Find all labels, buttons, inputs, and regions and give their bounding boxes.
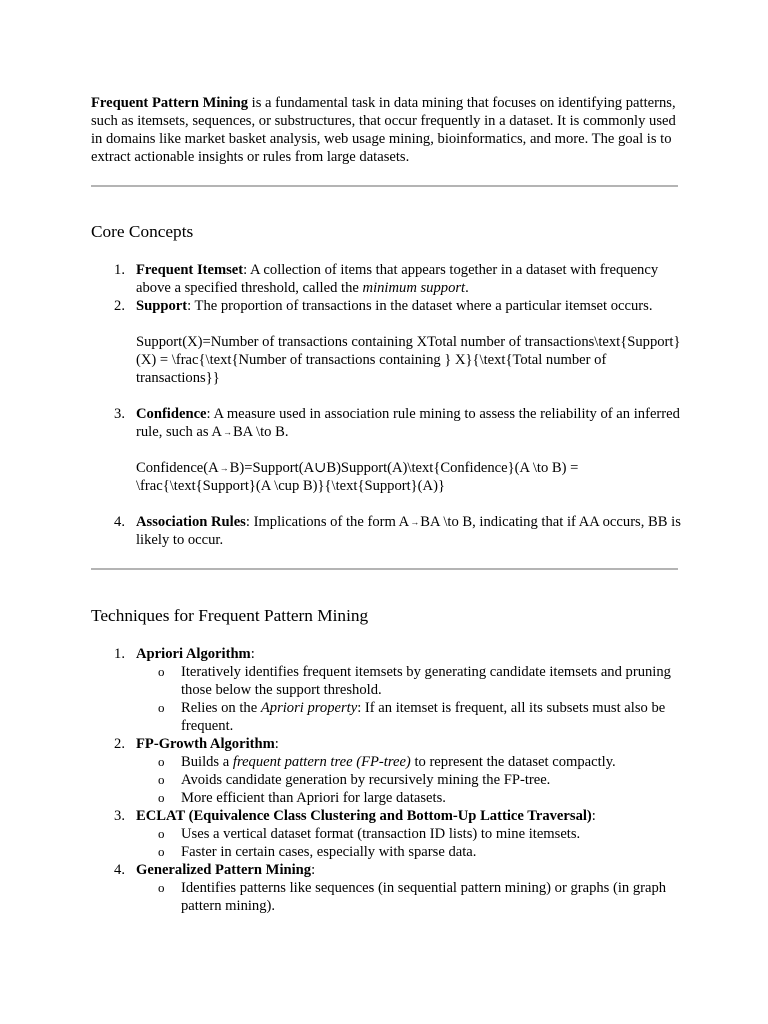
- formula-part: B)=Support(A∪B)Support(A)\text{Confidence}(A \to B) = \frac{\text{Support}(A \cup B)}{\text{Support}(A)}: [136, 460, 579, 494]
- sub-item-text: Faster in certain cases, especially with sparse data.: [181, 844, 477, 860]
- term: Frequent Itemset: [136, 262, 244, 278]
- section-heading-techniques: Techniques for Frequent Pattern Mining: [91, 606, 369, 625]
- colon: :: [250, 646, 255, 662]
- list-number: 2.: [114, 736, 125, 752]
- list-item: [91, 513, 681, 549]
- colon: :: [591, 808, 596, 824]
- sub-list-item: [136, 699, 681, 735]
- sub-item-text: Uses a vertical dataset format (transaction ID lists) to mine itemsets.: [181, 826, 581, 842]
- sub-list-item: [136, 825, 681, 843]
- sub-item-text: : If an itemset is frequent, all its subsets must also be frequent.: [181, 700, 666, 734]
- list-number: 1.: [114, 262, 125, 278]
- term: Association Rules: [136, 514, 246, 530]
- sub-list-item: [136, 789, 681, 807]
- arrow-icon: →: [410, 517, 420, 527]
- document-body: [91, 94, 681, 915]
- emphasis: minimum support: [362, 280, 466, 296]
- intro-paragraph: [91, 94, 681, 166]
- definition-tail: .: [465, 280, 469, 296]
- sub-list: [136, 879, 681, 915]
- sub-item-text: Relies on the: [181, 700, 261, 716]
- bullet-icon: o: [158, 880, 165, 895]
- list-item: [91, 735, 681, 807]
- definition: : Implications of the form A: [245, 514, 410, 530]
- term: Confidence: [136, 406, 207, 422]
- definition-cont: BA \to B.: [232, 424, 289, 440]
- emphasis: frequent pattern tree (FP-tree): [232, 754, 411, 770]
- sub-item-text: Avoids candidate generation by recursively mining the FP-tree.: [181, 772, 551, 788]
- bullet-icon: o: [158, 790, 165, 805]
- list-item: [91, 645, 681, 735]
- arrow-icon: →: [219, 463, 229, 473]
- sub-item-text: to represent the dataset compactly.: [410, 754, 616, 770]
- bullet-icon: o: [158, 826, 165, 841]
- definition-cont: BA \to B, indicating that if AA occurs, BB is likely to occur.: [136, 514, 681, 548]
- list-number: 3.: [114, 406, 125, 422]
- term: ECLAT (Equivalence Class Clustering and Bottom-Up Lattice Traversal): [136, 808, 592, 824]
- term: Generalized Pattern Mining: [136, 862, 312, 878]
- list-item: [91, 405, 681, 495]
- list-number: 3.: [114, 808, 125, 824]
- sub-list: [136, 663, 681, 735]
- list-item: [91, 861, 681, 915]
- list-number: 4.: [114, 862, 125, 878]
- intro-text: is a fundamental task in data mining that focuses on identifying patterns, such as itemsets, sequences, or substructures, that occur frequently in a dataset. It is commonly used in domains like market basket analysis, web usage mining, bioinformatics, and more. The goal is to extract actionable insights or rules from large datasets.: [91, 95, 676, 165]
- sub-list: [136, 825, 681, 861]
- support-formula: Support(X)=Number of transactions containing XTotal number of transactions\text{Support}(X) = \frac{\text{Number of transactions containing } X}{\text{Total number of transactions}}: [136, 334, 681, 386]
- confidence-formula: [136, 459, 681, 495]
- section-heading-core-concepts: Core Concepts: [91, 222, 194, 241]
- formula-part: Confidence(A: [136, 460, 219, 476]
- sub-list: [136, 753, 681, 807]
- list-item: [91, 807, 681, 861]
- colon: :: [311, 862, 316, 878]
- term: Apriori Algorithm: [136, 646, 251, 662]
- bullet-icon: o: [158, 700, 165, 715]
- definition: : A measure used in association rule mining to assess the reliability of an inferred rule, such as A: [136, 406, 680, 440]
- list-number: 4.: [114, 514, 125, 530]
- techniques-list: [91, 645, 681, 915]
- bullet-icon: o: [158, 844, 165, 859]
- list-item: [91, 261, 681, 297]
- sub-item-text: Builds a: [181, 754, 233, 770]
- definition: : A collection of items that appears together in a dataset with frequency above a specified threshold, called the: [136, 262, 659, 296]
- sub-item-text: More efficient than Apriori for large datasets.: [181, 790, 446, 806]
- term: FP-Growth Algorithm: [136, 736, 275, 752]
- bullet-icon: o: [158, 754, 165, 769]
- colon: :: [274, 736, 279, 752]
- sub-item-text: Iteratively identifies frequent itemsets by generating candidate itemsets and pruning those below the support threshold.: [181, 664, 671, 698]
- emphasis: Apriori property: [260, 700, 358, 716]
- sub-list-item: [136, 879, 681, 915]
- sub-list-item: [136, 753, 681, 771]
- divider: [91, 568, 678, 570]
- term: Support: [136, 298, 188, 314]
- sub-list-item: [136, 771, 681, 789]
- sub-list-item: [136, 843, 681, 861]
- bullet-icon: o: [158, 664, 165, 679]
- sub-item-text: Identifies patterns like sequences (in sequential pattern mining) or graphs (in graph pattern mining).: [181, 880, 667, 914]
- bullet-icon: o: [158, 772, 165, 787]
- intro-term: Frequent Pattern Mining: [91, 95, 249, 111]
- core-concepts-list: [91, 261, 681, 549]
- list-number: 2.: [114, 298, 125, 314]
- arrow-icon: →: [222, 427, 232, 437]
- sub-list-item: [136, 663, 681, 699]
- divider: [91, 185, 678, 187]
- list-number: 1.: [114, 646, 125, 662]
- list-item: [91, 297, 681, 387]
- definition: : The proportion of transactions in the dataset where a particular itemset occurs.: [187, 298, 653, 314]
